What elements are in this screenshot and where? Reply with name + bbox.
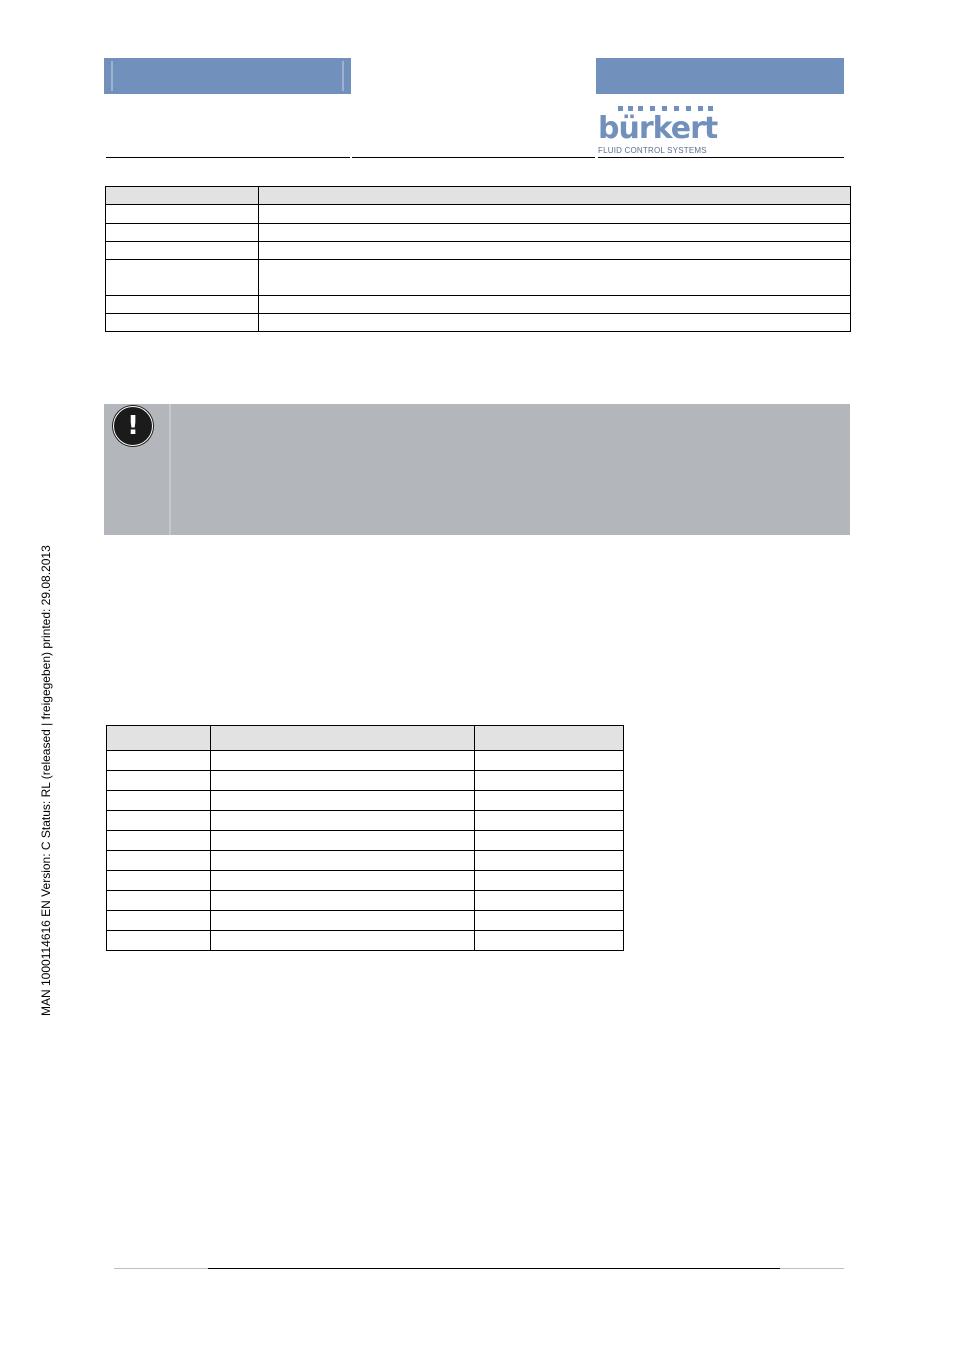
table-cell: [475, 771, 624, 791]
table-row: [106, 242, 851, 260]
table-cell: [106, 260, 259, 296]
header-bar-right: [596, 58, 844, 94]
table-cell: [211, 891, 475, 911]
header-bar-left: [104, 58, 351, 94]
footer-rule: [114, 1268, 844, 1269]
table-cell: [107, 811, 211, 831]
table-cell: [259, 224, 851, 242]
logo-tagline: FLUID CONTROL SYSTEMS: [598, 146, 707, 155]
table-cell: [475, 891, 624, 911]
table-cell: [475, 911, 624, 931]
table-cell: [475, 851, 624, 871]
table-row: [107, 811, 624, 831]
table-cell: [475, 751, 624, 771]
notice-box: [104, 404, 850, 535]
header-rule: [106, 157, 350, 158]
header-bar-ridge: [342, 61, 344, 91]
table-cell: [107, 831, 211, 851]
table-cell: [107, 871, 211, 891]
table-cell: [259, 296, 851, 314]
table-row: [107, 751, 624, 771]
table-cell: [107, 771, 211, 791]
table-cell: [475, 811, 624, 831]
table-cell: [259, 242, 851, 260]
table-header-row: [107, 726, 624, 751]
table-cell: [211, 726, 475, 751]
table-cell: [259, 260, 851, 296]
header-bar-ridge: [111, 61, 113, 91]
table-cell: [211, 851, 475, 871]
table-cell: [211, 931, 475, 951]
table-row: [106, 205, 851, 224]
table-cell: [107, 891, 211, 911]
table-cell: [106, 314, 259, 332]
table-cell: [475, 931, 624, 951]
table-header-row: [106, 187, 851, 205]
table-cell: [107, 726, 211, 751]
table-row: [107, 871, 624, 891]
table-cell: [107, 751, 211, 771]
table-cell: [211, 831, 475, 851]
table-row: [107, 831, 624, 851]
table-cell: [211, 911, 475, 931]
table-cell: [106, 224, 259, 242]
table-cell: [211, 751, 475, 771]
table-cell: [106, 187, 259, 205]
table-row: [106, 296, 851, 314]
table-cell: [107, 911, 211, 931]
table-cell: [475, 726, 624, 751]
document-status-margin-text: MAN 1000114616 EN Version: C Status: RL (released | freigegeben) printed: 29.08.2013: [39, 545, 53, 1016]
table-cell: [211, 771, 475, 791]
table-row: [106, 314, 851, 332]
table-cell: [259, 205, 851, 224]
table-cell: [475, 831, 624, 851]
table-row: [107, 911, 624, 931]
table-cell: [211, 871, 475, 891]
table-row: [106, 224, 851, 242]
notice-divider: [169, 404, 171, 535]
table-row: [107, 851, 624, 871]
table-row: [107, 891, 624, 911]
table-cell: [106, 296, 259, 314]
header-rule: [352, 157, 595, 158]
table-cell: [211, 791, 475, 811]
table-cell: [107, 931, 211, 951]
table-cell: [211, 811, 475, 831]
table-row: [107, 931, 624, 951]
logo-wordmark: bürkert: [598, 111, 718, 146]
spec-table-bottom: [106, 725, 624, 951]
exclamation-icon: !: [113, 406, 153, 446]
spec-table-top: [105, 186, 851, 332]
table-cell: [106, 242, 259, 260]
table-row: [106, 260, 851, 296]
table-cell: [259, 314, 851, 332]
table-cell: [475, 871, 624, 891]
table-cell: [106, 205, 259, 224]
footer-rule-fade: [114, 1268, 208, 1269]
footer-rule-fade: [780, 1268, 844, 1269]
table-cell: [259, 187, 851, 205]
table-row: [107, 791, 624, 811]
table-cell: [107, 851, 211, 871]
table-cell: [107, 791, 211, 811]
table-cell: [475, 791, 624, 811]
table-row: [107, 771, 624, 791]
burkert-logo: [598, 104, 718, 158]
